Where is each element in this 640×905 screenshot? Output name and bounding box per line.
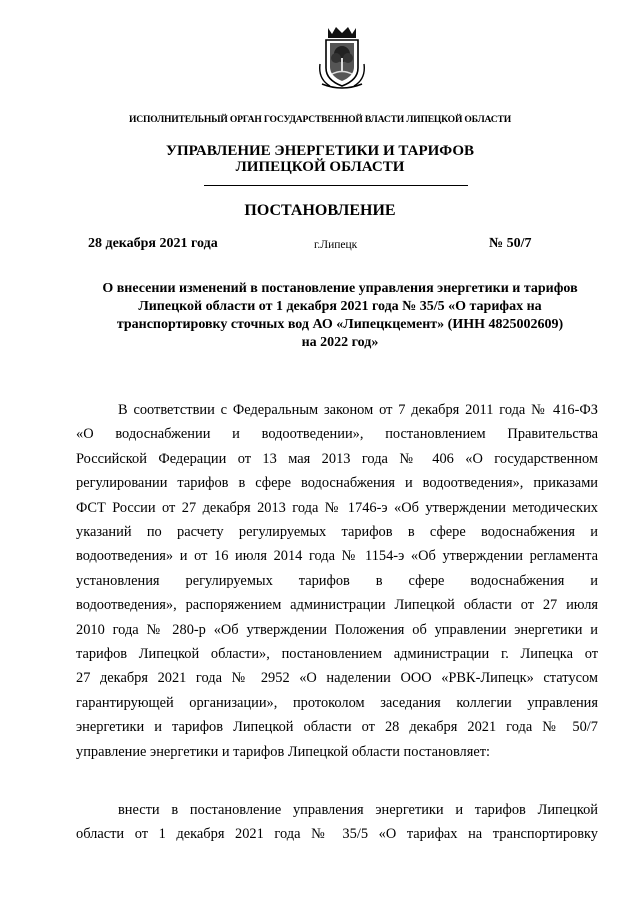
title-line: Липецкой области от 1 декабря 2021 года № 35/5 «О тарифах на: [138, 299, 542, 314]
coat-of-arms-icon: [318, 24, 366, 90]
body-line: гарантирующей организации», протоколом заседания коллегии управления: [76, 694, 598, 711]
department-name: [0, 143, 640, 175]
body-line: установления регулируемых тарифов в сфере водоснабжения и: [76, 572, 598, 589]
issuing-authority: ИСПОЛНИТЕЛЬНЫЙ ОРГАН ГОСУДАРСТВЕННОЙ ВЛАСТИ ЛИПЕЦКОЙ ОБЛАСТИ: [129, 114, 511, 125]
body-line: указаний по расчету регулируемых тарифов в сфере водоснабжения и: [76, 524, 598, 541]
body-line: Российской Федерации от 13 мая 2013 года № 406 «О государственном: [76, 450, 598, 467]
document-number: № 50/7: [489, 236, 532, 251]
body-line: управление энергетики и тарифов Липецкой области постановляет:: [76, 743, 491, 760]
document-date: 28 декабря 2021 года: [88, 236, 218, 251]
body-line: 27 декабря 2021 года № 2952 «О наделении ООО «РВК-Липецк» статусом: [76, 670, 598, 687]
document-city: г.Липецк: [314, 239, 358, 251]
document-type: ПОСТАНОВЛЕНИЕ: [244, 202, 396, 219]
title-line: на 2022 год»: [301, 335, 379, 350]
department-line-1: УПРАВЛЕНИЕ ЭНЕРГЕТИКИ И ТАРИФОВ: [165, 143, 475, 159]
header-divider: [204, 185, 468, 186]
body-line: ФСТ России от 27 декабря 2013 года № 1746-э «Об утверждении методических: [76, 499, 598, 516]
body-paragraph-2: [76, 798, 598, 847]
document-title: [60, 280, 620, 352]
title-line: транспортировку сточных вод АО «Липецкцемент» (ИНН 4825002609): [116, 317, 564, 332]
body-paragraph-1: [76, 398, 598, 764]
body-line: энергетики и тарифов Липецкой области от 28 декабря 2021 года № 50/7: [76, 719, 598, 736]
body-line: области от 1 декабря 2021 года № 35/5 «О тарифах на транспортировку: [76, 826, 598, 843]
body-line: 2010 года № 280-р «Об утверждении Положения об управлении энергетики и: [76, 621, 598, 638]
body-line: В соответствии с Федеральным законом от 7 декабря 2011 года № 416-ФЗ: [118, 402, 598, 418]
title-line: О внесении изменений в постановление управления энергетики и тарифов: [102, 281, 578, 296]
body-line: тарифов Липецкой области», постановлением администрации г. Липецка от: [76, 646, 598, 663]
body-line: внести в постановление управления энергетики и тарифов Липецкой: [118, 802, 598, 818]
body-line: регулировании тарифов в сфере водоснабжения и водоотведения», приказами: [76, 475, 598, 492]
department-line-2: ЛИПЕЦКОЙ ОБЛАСТИ: [235, 159, 405, 175]
body-line: водоотведения», распоряжением администрации Липецкой области от 27 июля: [76, 597, 598, 614]
body-line: водоотведения» и от 16 июля 2014 года № 1154-э «Об утверждении регламента: [76, 548, 598, 565]
body-line: «О водоснабжении и водоотведении», постановлением Правительства: [76, 426, 598, 443]
